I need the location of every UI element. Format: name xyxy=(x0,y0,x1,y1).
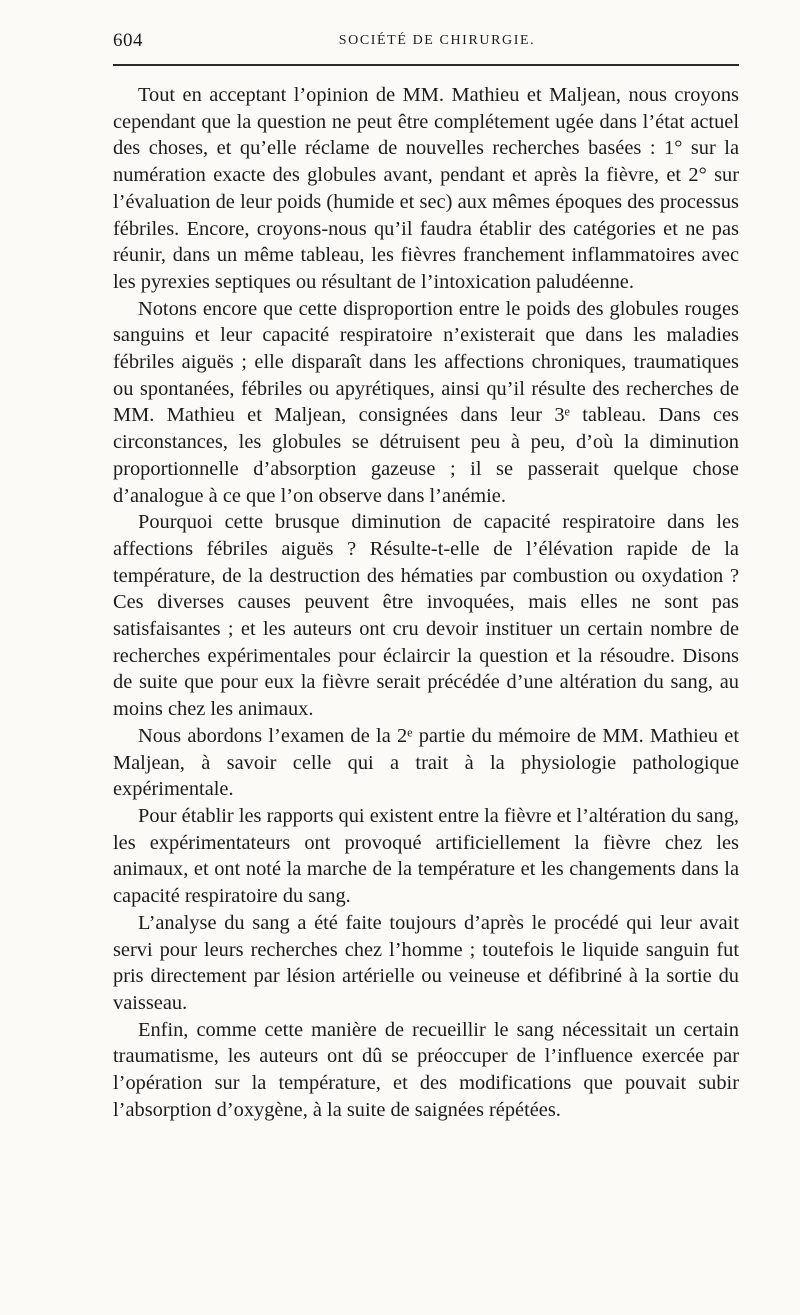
paragraph: Tout en acceptant l’opinion de MM. Mathieu et Maljean, nous croyons cependant que la question ne peut être complétement ugée dans l’état actuel des choses, et qu’elle réclame de nouvelles recherches basées : 1° sur la numération exacte des globules avant, pendant et après la fièvre, et 2° sur l’évaluation de leur poids (humide et sec) aux mêmes époques des processus fébriles. Encore, croyons-nous qu’il faudra établir des catégories et ne pas réunir, dans un même tableau, les fièvres franchement inflammatoires avec les pyrexies septiques ou résultant de l’intoxication paludéenne. xyxy=(113,84,739,293)
paragraph: Notons encore que cette disproportion entre le poids des globules rouges sanguins et leur capacité respiratoire n’existerait que dans les maladies fébriles aiguës ; elle disparaît dans les affections chroniques, traumatiques ou spontanées, fébriles ou apyrétiques, ainsi qu’il résulte des recherches de MM. Mathieu et Maljean, consignées dans leur 3ᵉ tableau. Dans ces circonstances, les globules se détruisent peu à peu, d’où la diminution proportionnelle d’absorption gazeuse ; il se passerait quelque chose d’analogue à ce que l’on observe dans l’anémie. xyxy=(113,297,739,507)
page-number: 604 xyxy=(113,30,143,51)
paragraph: Nous abordons l’examen de la 2ᵉ partie du mémoire de MM. Mathieu et Maljean, à savoir celle qui a trait à la physiologie pathologique expérimentale. xyxy=(113,724,739,801)
paragraph: Pourquoi cette brusque diminution de capacité respiratoire dans les affections fébriles aiguës ? Résulte-t-elle de l’élévation rapide de la température, de la destruction des hématies par combustion ou oxydation ? Ces diverses causes peuvent être invoquées, mais elles ne sont pas satisfaisantes ; et les auteurs ont cru devoir instituer un certain nombre de recherches expérimentales pour éclaircir la question et la résoudre. Disons de suite que pour eux la fièvre serait précédée d’une altération du sang, au moins chez les animaux. xyxy=(113,511,739,721)
header-rule xyxy=(113,64,739,66)
page-header xyxy=(113,30,739,58)
paragraph: Enfin, comme cette manière de recueillir le sang nécessitait un certain traumatisme, les auteurs ont dû se préoccuper de l’influence exercée par l’opération sur la température, et des modifications que pouvait subir l’absorption d’oxygène, à la suite de saignées répétées. xyxy=(113,1018,739,1121)
running-title: SOCIÉTÉ DE CHIRURGIE. xyxy=(338,33,536,48)
paragraph: L’analyse du sang a été faite toujours d’après le procédé qui leur avait servi pour leurs recherches chez l’homme ; toutefois le liquide sanguin fut pris directement par lésion artérielle ou veineuse et défibriné à la sortie du vaisseau. xyxy=(113,911,739,1014)
paragraph: Pour établir les rapports qui existent entre la fièvre et l’altération du sang, les expérimentateurs ont provoqué artificiellement la fièvre chez les animaux, et ont noté la marche de la température et les changements dans la capacité respiratoire du sang. xyxy=(113,804,739,908)
body-text xyxy=(113,82,739,1123)
